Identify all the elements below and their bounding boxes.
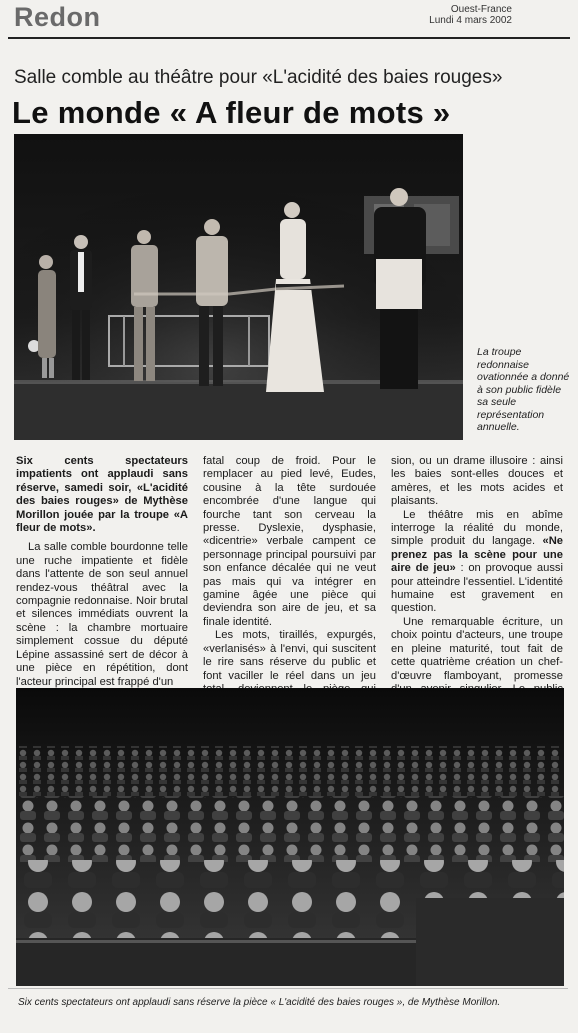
article-column-3 — [391, 455, 563, 723]
stage-photo-caption: La troupe redonnaise ovationnée a donné à son public fidèle sa seule représentation annuelle. — [477, 346, 570, 433]
publication-date: Lundi 4 mars 2002 — [429, 15, 512, 26]
article-paragraph — [391, 509, 563, 616]
article-kicker: Salle comble au théâtre pour «L'acidité des baies rouges» — [14, 67, 503, 88]
stage-photo — [14, 134, 463, 440]
article-paragraph: fatal coup de froid. Pour le remplacer au pied levé, Eudes, cousine à la tête surdouée encombrée d'une langue qui fourche tant son cerveau la presse. Dyslexie, dysphasie, «dicentrie» verbale campent ce personnage principal poursuivi par son enfance décalée qui ne veut pas mais qui va intégrer en gamine âgée une pièce qui deviendra son aire de jeu, et sa finale identité. — [203, 455, 376, 628]
paragraph-text: : on provoque aussi pour atteindre l'essentiel. L'identité humaine est gravement en question. — [391, 562, 563, 615]
article-lead: Six cents spectateurs impatients ont applaudi sans réserve, samedi soir, «L'acidité des baies rouges» de Mythèse Morillon jouée par la troupe «A fleur de mots». — [16, 455, 188, 535]
header-rule — [8, 37, 570, 39]
paragraph-text: Le théâtre mis en abîme interroge la réalité du monde, simple produit du langage. — [391, 508, 563, 548]
section-title: Redon — [14, 2, 101, 32]
quote-bold: «Ne prenez pas la scène pour une aire de jeu» — [391, 535, 563, 575]
masthead — [429, 4, 512, 26]
audience-photo — [16, 688, 564, 986]
article-headline: Le monde « A fleur de mots » — [12, 95, 451, 130]
article-column-1 — [16, 455, 188, 689]
caption-rule — [8, 988, 568, 989]
article-paragraph: La salle comble bourdonne telle une ruche impatiente et fidèle dans l'attente de son seul annuel rendez-vous théâtral avec la compagnie redonnaise. Noir brutal et silences immédiats ouvrent la scène : la chambre mortuaire simplement cossue du député Lépine assassiné sert de décor à une pièce en répétition, dont l'acteur principal est frappé d'un — [16, 541, 188, 688]
newspaper-name: Ouest-France — [450, 4, 512, 15]
audience-photo-caption: Six cents spectateurs ont applaudi sans réserve la pièce « L'acidité des baies rouges », de Mythèse Morillon. — [18, 997, 501, 1008]
article-paragraph: Une remarquable écriture, un choix pointu d'acteurs, une troupe en pleine maturité, tout fait de cette quatrième création un chef-d'œuvre flamboyant, promesse — [391, 615, 563, 682]
article-paragraph: Les mots, tiraillés, expurgés, «verlanisés» à l'envi, qui suscitent le rire sans réserve du public et font vaciller le réel dans un jeu — [203, 629, 376, 682]
article-paragraph: sion, ou un drame illusoire : ainsi les baies sont-elles douces et amères, et les mots acides et plaisants. — [391, 455, 563, 508]
